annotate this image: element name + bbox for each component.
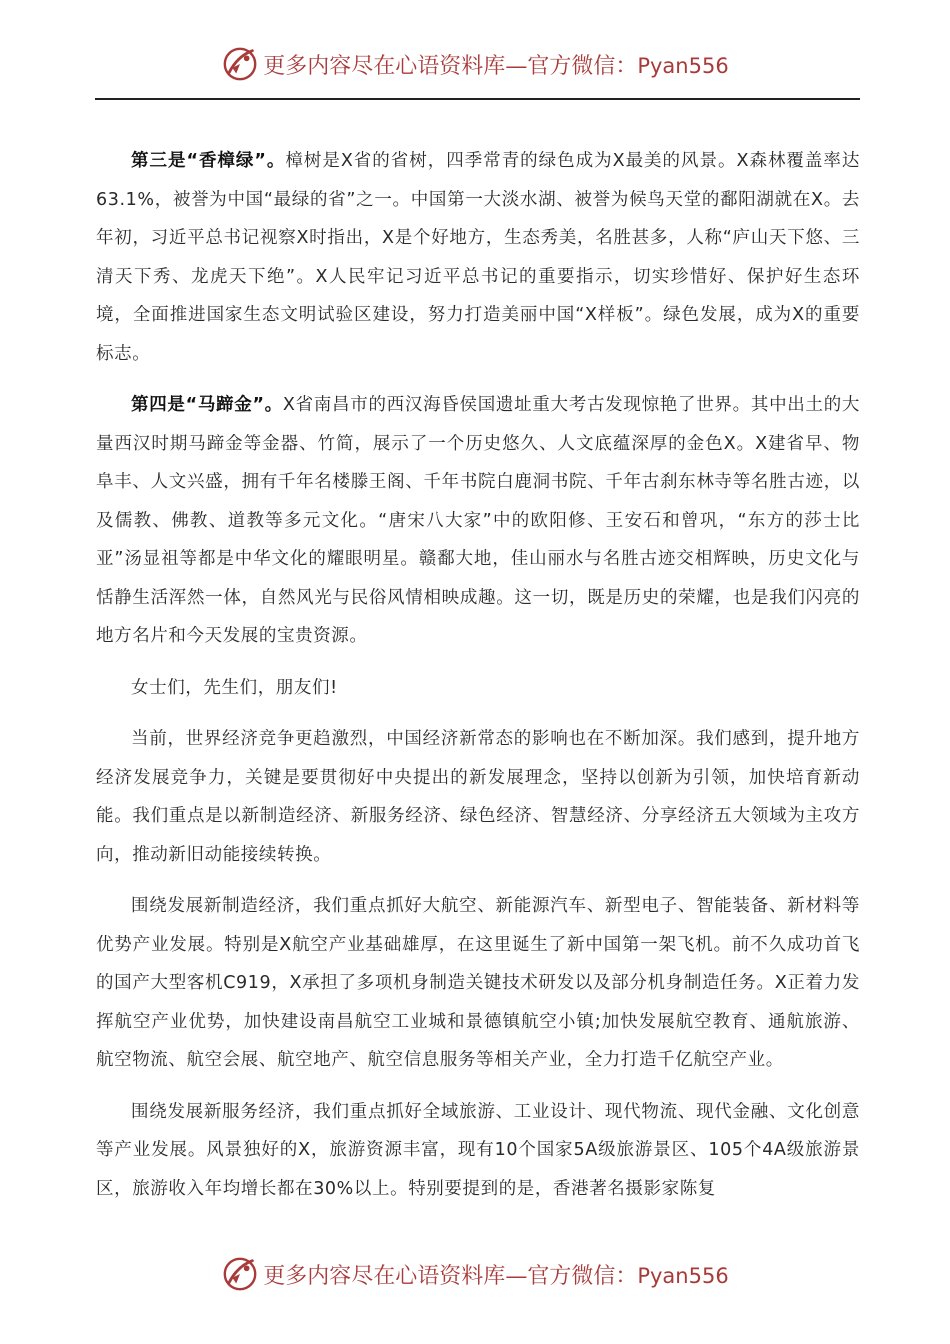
paragraph-text: 女士们，先生们，朋友们! xyxy=(131,677,338,698)
header-brand: 更多内容尽在心语资料库 xyxy=(263,53,506,79)
paragraph-text: 当前，世界经济竞争更趋激烈，中国经济新常态的影响也在不断加深。我们感到，提升地方经济发展竞争力，关键是要贯彻好中央提出的新发展理念，坚持以创新为引领，加快培育新动能。我们重点是以新制造经济、新服务经济、绿色经济、智慧经济、分享经济五大领域为主攻方向，推动新旧动能接续转换。 xyxy=(96,729,860,865)
header-official-label: 官方微信： xyxy=(527,53,638,79)
header-brand-line xyxy=(263,49,728,80)
paragraph xyxy=(96,887,860,1080)
paragraph xyxy=(96,386,860,656)
footer-brand-line xyxy=(263,1259,728,1290)
header-divider xyxy=(95,98,860,100)
page-footer xyxy=(0,1254,950,1294)
paragraph xyxy=(96,720,860,874)
footer-dash: — xyxy=(505,1263,528,1289)
page-header xyxy=(0,44,950,84)
logo-icon xyxy=(221,1255,259,1293)
paragraph-lead: 第三是“香樟绿”。 xyxy=(131,151,286,171)
logo-icon xyxy=(221,45,259,83)
paragraph-text: X省南昌市的西汉海昏侯国遗址重大考古发现惊艳了世界。其中出土的大量西汉时期马蹄金等金器、竹简，展示了一个历史悠久、人文底蕴深厚的金色X。X建省早、物阜丰、人文兴盛，拥有千年名楼滕王阁、千年书院白鹿洞书院、千年古刹东林寺等名胜古迹，以及儒教、佛教、道教等多元文化。“唐宋八大家”中的欧阳修、王安石和曾巩，“东方的莎士比亚”汤显祖等都是中华文化的耀眼明星。赣鄱大地，佳山丽水与名胜古迹交相辉映，历史文化与恬静生活浑然一体，自然风光与民俗风情相映成趣。这一切，既是历史的荣耀，也是我们闪亮的地方名片和今天发展的宝贵资源。 xyxy=(96,395,861,646)
paragraph xyxy=(96,1093,860,1209)
paragraph-text: 围绕发展新制造经济，我们重点抓好大航空、新能源汽车、新型电子、智能装备、新材料等优势产业发展。特别是X航空产业基础雄厚，在这里诞生了新中国第一架飞机。前不久成功首飞的国产大型客机C919，X承担了多项机身制造关键技术研发以及部分机身制造任务。X正着力发挥航空产业优势，加快建设南昌航空工业城和景德镇航空小镇;加快发展航空教育、通航旅游、航空物流、航空会展、航空地产、航空信息服务等相关产业，全力打造千亿航空产业。 xyxy=(96,896,860,1070)
header-dash: — xyxy=(505,53,528,79)
paragraph xyxy=(96,669,860,708)
paragraph-text: 围绕发展新服务经济，我们重点抓好全域旅游、工业设计、现代物流、现代金融、文化创意等产业发展。风景独好的X，旅游资源丰富，现有10个国家5A级旅游景区、105个4A级旅游景区，旅游收入年均增长都在30%以上。特别要提到的是，香港著名摄影家陈复 xyxy=(96,1101,860,1199)
document-body xyxy=(96,142,860,1221)
paragraph xyxy=(96,142,860,373)
paragraph-lead: 第四是“马蹄金”。 xyxy=(131,395,283,415)
footer-official-label: 官方微信： xyxy=(527,1263,638,1289)
header-wechat-id: Pyan556 xyxy=(637,53,729,78)
footer-brand: 更多内容尽在心语资料库 xyxy=(263,1263,506,1289)
paragraph-text: 樟树是X省的省树，四季常青的绿色成为X最美的风景。X森林覆盖率达63.1%，被誉为中国“最绿的省”之一。中国第一大淡水湖、被誉为候鸟天堂的鄱阳湖就在X。去年初，习近平总书记视察X时指出，X是个好地方，生态秀美，名胜甚多，人称“庐山天下悠、三清天下秀、龙虎天下绝”。X人民牢记习近平总书记的重要指示，切实珍惜好、保护好生态环境，全面推进国家生态文明试验区建设，努力打造美丽中国“X样板”。绿色发展，成为X的重要标志。 xyxy=(96,151,860,364)
footer-wechat-id: Pyan556 xyxy=(637,1263,729,1288)
